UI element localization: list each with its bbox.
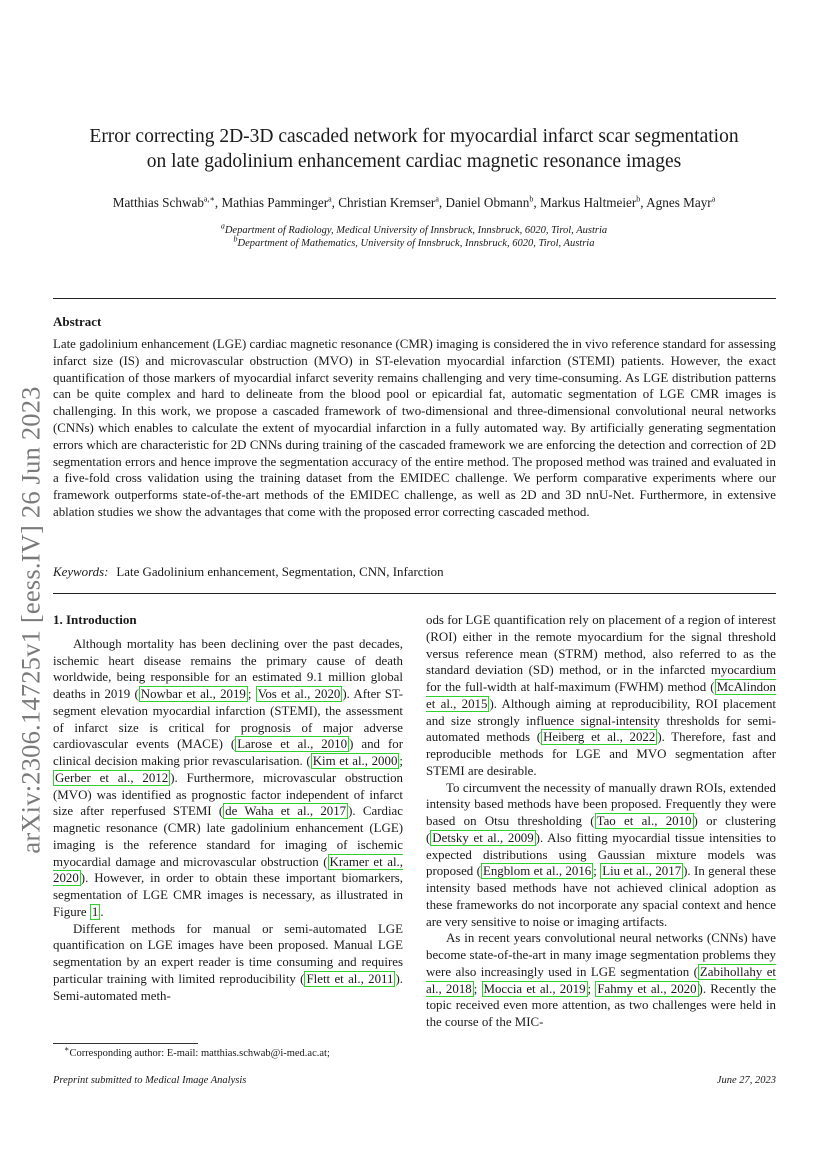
citation-link[interactable]: Tao et al., 2010 [596, 814, 692, 828]
footer-date: June 27, 2023 [716, 1075, 776, 1086]
paragraph-text: ; [587, 981, 596, 996]
paragraph-text: Different methods for manual or semi-automated LGE quantification on LGE images have been proposed. Manual LGE segmentation by an expert reader is time consuming and requires particular training with limited reproducibility ( [53, 921, 403, 986]
affiliation-b-text: Department of Mathematics, University of Innsbruck, Innsbruck, 6020, Tirol, Austria [237, 238, 595, 249]
author [540, 195, 640, 210]
paragraph-text: ). Also fitting myocardial tissue intensities to expected distributions using Gaussian mixture models was proposed ( [426, 830, 776, 879]
right-column [426, 612, 776, 1031]
abstract-divider [53, 593, 776, 594]
affiliation-b-marker: b [233, 234, 238, 244]
affiliation-b [0, 234, 828, 250]
paragraph [426, 780, 776, 931]
citation-link[interactable]: Detsky et al., 2009 [432, 830, 534, 845]
author [445, 195, 533, 210]
paragraph-text: ). Furthermore, microvascular obstruction (MVO) was identified as prognostic factor independent of infarct size after reperfused STEMI ( [53, 770, 403, 819]
paragraph-text: ). Therefore, fast and reproducible methods for LGE and MVO segmentation after STEMI are desirable. [426, 730, 776, 778]
paragraph-text: As in recent years convolutional neural networks (CNNs) have become state-of-the-art in many image segmentation problems they were also increasingly used in LGE segmentation ( [426, 931, 776, 979]
citation-link[interactable]: 1 [91, 904, 99, 919]
citation-link[interactable]: Flett et al., 2011 [306, 971, 394, 986]
abstract-heading: Abstract [53, 314, 102, 329]
citation-link[interactable]: Moccia et al., 2019 [483, 981, 586, 996]
citation-link[interactable]: Zabihollahy et al., 2018 [426, 964, 776, 996]
paragraph-text: ; [247, 687, 256, 701]
paragraph-text: To circumvent the necessity of manually drawn ROIs, extended intensity based methods have been proposed. Frequently they were based on Otsu thresholding ( [426, 780, 776, 828]
paragraph-text: ) or clustering ( [426, 814, 777, 845]
citation-link[interactable]: Heiberg et al., 2022 [543, 730, 656, 745]
section-heading: 1. Introduction [53, 612, 137, 627]
left-column [53, 612, 403, 1004]
paragraph-text: ). Although aiming at reproducibility, ROI placement and size strongly influence signal-intensity thresholds for semi-automated methods ( [426, 696, 776, 745]
paragraph-text: ; [399, 754, 403, 768]
paragraph-text: ). Semi-automated meth- [53, 971, 403, 1003]
arxiv-stamp-text: arXiv:2306.14725v1 [eess.IV] 26 Jun 2023 [15, 386, 46, 854]
author-name: Daniel Obmann [445, 195, 530, 210]
author-affiliation-marker: a [328, 194, 332, 204]
keywords-text: Late Gadolinium enhancement, Segmentation, CNN, Infarction [116, 565, 444, 579]
affiliation-a-text: Department of Radiology, Medical University of Innsbruck, Innsbruck, 6020, Tirol, Austria [224, 225, 608, 236]
left-column-body [53, 636, 403, 1005]
paragraph-text: . [100, 904, 104, 919]
citation-link[interactable]: de Waha et al., 2017 [225, 804, 347, 819]
author-name: Christian Kremser [338, 195, 436, 210]
paragraph [426, 612, 776, 780]
paper-title [40, 124, 788, 174]
arxiv-stamp [16, 370, 46, 870]
paragraph [53, 636, 403, 921]
keywords-label: Keywords: [53, 565, 109, 579]
title-line-1: Error correcting 2D-3D cascaded network for myocardial infarct scar segmentation [89, 126, 739, 147]
paragraph-text: ). However, in order to obtain these important biomarkers, segmentation of LGE CMR images is necessary, as illustrated in Figure [53, 871, 403, 919]
citation-link[interactable]: Kim et al., 2000 [312, 754, 398, 768]
author-affiliation-marker: b [636, 194, 641, 204]
author-name: Agnes Mayr [646, 195, 712, 210]
citation-link[interactable]: McAlindon et al., 2015 [426, 680, 776, 711]
abstract-text: Late gadolinium enhancement (LGE) cardiac magnetic resonance (CMR) imaging is considered the in vivo reference standard for assessing infarct size (IS) and microvascular obstruction (MVO) in ST-elevation myocardial infarction (STEMI) patients. However, the exact quantification of those markers of myocardial infarct severity remains challenging and very time-consuming. As LGE distribution patterns can be quite complex and hard to delineate from the blood pool or epicardial fat, automatic segmentation of LGE CMR images is challenging. In this work, we propose a cascaded framework of two-dimensional and three-dimensional convolutional neural networks (CNNs) which enables to calculate the extent of myocardial infarction in a fully automated way. By artificially generating segmentation errors which are characteristic for 2D CNNs during training of the cascaded framework we are enforcing the detection and correction of 2D segmentation errors and hence improve the segmentation accuracy of the entire method. The proposed method was trained and evaluated in a five-fold cross validation using the training dataset from the EMIDEC challenge. We perform comparative experiments where our framework outperforms state-of-the-art methods of the EMIDEC challenge, as well as 2D and 3D nnU-Net. Furthermore, in extensive ablation studies we show the advantages that come with the proposed error correcting cascaded method. [53, 337, 776, 519]
author-name: Mathias Pamminger [221, 195, 329, 210]
top-divider [53, 298, 776, 299]
citation-link[interactable]: Gerber et al., 2012 [55, 770, 169, 785]
paragraph-text: ods for LGE quantification rely on placement of a region of interest (ROI) either in the remote myocardium for the signal threshold versus reference mean (STRM) method, also referred to as the standard deviation (SD) method, or in the infarcted myocardium for the full-width at half-maximum (FWHM) method ( [426, 613, 776, 694]
footnote [64, 1044, 330, 1059]
paragraph-text: ). Recently the topic received even more attention, as two challenges were held in the course of the MIC- [426, 981, 776, 1029]
author-list: Matthias Schwab$^{a,∗}$, Mathias Pamminger$^a$, Christian Kremser$^a$, Daniel Obmann$^b$, Markus Haltmeier$^b$, Agnes Mayr$^a$ [112, 194, 716, 210]
footnote-marker: ∗ [64, 1044, 70, 1054]
paragraph [426, 930, 776, 1031]
paragraph-text: ). Cardiac magnetic resonance (CMR) late gadolinium enhancement (LGE) imaging is the reference standard for imaging of ischemic myocardial damage and microvascular obstruction ( [53, 804, 403, 869]
author-affiliation-marker: a [711, 194, 716, 204]
footnote-text: Corresponding author: E-mail: matthias.schwab@i-med.ac.at; [69, 1048, 330, 1059]
keywords [53, 565, 444, 580]
citation-link[interactable]: Kramer et al., 2020 [53, 854, 403, 886]
author [338, 195, 439, 210]
citation-link[interactable]: Fahmy et al., 2020 [597, 981, 697, 996]
footer-journal: Preprint submitted to Medical Image Analysis [53, 1075, 247, 1086]
author-affiliation-marker: b [529, 194, 534, 204]
paragraph-text: ). In general these intensity based methods have not achieved clinical adoption as these frameworks do not incorporate any spacial context and hence are very sensitive to noise or imaging artifacts. [426, 864, 776, 929]
citation-link[interactable]: Nowbar et al., 2019 [140, 687, 246, 701]
citation-link[interactable]: Larose et al., 2010 [237, 737, 348, 752]
citation-link[interactable]: Liu et al., 2017 [602, 864, 682, 879]
paragraph-text: ). After ST-segment elevation myocardial infarction (STEMI), the assessment of infarct size is critical for prognosis of major adverse cardiovascular events (MACE) ( [53, 687, 403, 752]
paragraph-text: ; [593, 864, 601, 879]
paragraph-text: Although mortality has been declining over the past decades, ischemic heart disease remains the primary cause of death worldwide, being responsible for an estimated 9.1 million global deaths in 2019 ( [53, 636, 403, 701]
paragraph-text: ; [473, 981, 482, 996]
citation-link[interactable]: Engblom et al., 2016 [482, 864, 592, 879]
author [646, 195, 715, 210]
author-affiliation-marker: a,∗ [203, 194, 215, 204]
title-line-2: on late gadolinium enhancement cardiac magnetic resonance images [146, 151, 682, 172]
paragraph [53, 921, 403, 1005]
author-name: Matthias Schwab [112, 195, 204, 210]
footnote-divider [53, 1043, 198, 1044]
author [113, 195, 215, 210]
author-name: Markus Haltmeier [539, 195, 637, 210]
paragraph-text: ) and for clinical decision making prior revascularisation. ( [53, 737, 403, 768]
right-column-body [426, 612, 776, 1031]
citation-link[interactable]: Vos et al., 2020 [257, 687, 341, 701]
affiliation-a-marker: a [220, 221, 225, 231]
affiliation-a [0, 221, 828, 237]
author-affiliation-marker: a [435, 194, 439, 204]
author [222, 195, 332, 210]
